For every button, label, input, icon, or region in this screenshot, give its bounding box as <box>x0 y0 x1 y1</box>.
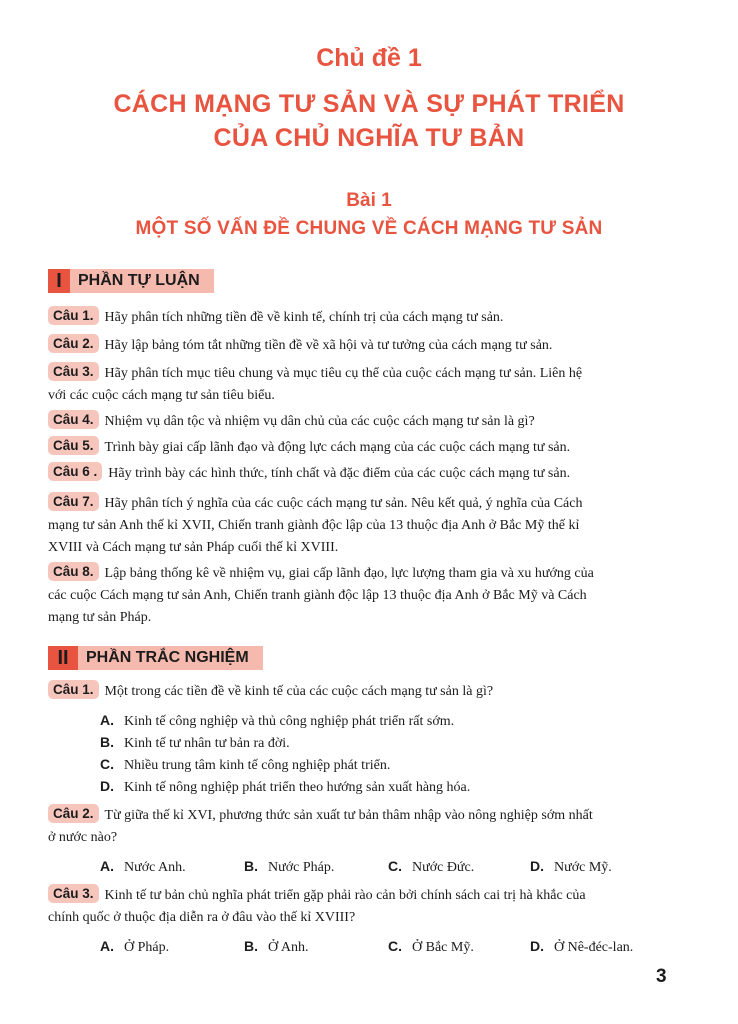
option-text: Nước Mỹ. <box>554 860 612 875</box>
essay-question-1 <box>48 306 676 329</box>
section-essay-header <box>48 269 214 293</box>
option-letter: D. <box>530 938 544 954</box>
mc-question-1 <box>48 680 676 703</box>
mc3-option-a[interactable] <box>100 936 169 958</box>
mc-question-2 <box>48 804 676 849</box>
essay-question-8 <box>48 562 676 629</box>
section-title: PHẦN TỰ LUẬN <box>70 269 214 293</box>
option-text: Ở Pháp. <box>124 940 170 955</box>
mc3-option-d[interactable] <box>530 936 633 958</box>
option-letter: A. <box>100 938 114 954</box>
question-text: Hãy lập bảng tóm tắt những tiền đề về xã hội và tư tưởng của cách mạng tư sản. <box>104 338 553 353</box>
mc1-option-a[interactable] <box>100 710 454 732</box>
option-text: Nước Anh. <box>124 860 186 875</box>
question-text: Từ giữa thế kỉ XVI, phương thức sản xuất tư bản thâm nhập vào nông nghiệp sớm nhất <box>104 808 593 823</box>
essay-question-2 <box>48 334 676 357</box>
question-label: Câu 7. <box>48 492 99 511</box>
section-number: I <box>48 269 70 293</box>
option-text: Ở Bắc Mỹ. <box>412 940 474 955</box>
question-label: Câu 4. <box>48 410 99 429</box>
option-text: Ở Anh. <box>268 940 309 955</box>
mc3-option-b[interactable] <box>244 936 308 958</box>
mc1-option-c[interactable] <box>100 754 390 776</box>
question-text: Hãy phân tích những tiền đề về kinh tế, chính trị của cách mạng tư sản. <box>104 310 504 325</box>
question-label: Câu 1. <box>48 680 99 699</box>
question-text: Lập bảng thống kê về nhiệm vụ, giai cấp lãnh đạo, lực lượng tham gia và xu hướng của <box>104 566 594 581</box>
question-label: Câu 3. <box>48 362 99 381</box>
option-letter: A. <box>100 712 114 728</box>
option-letter: D. <box>100 778 114 794</box>
question-label: Câu 3. <box>48 884 99 903</box>
essay-question-6 <box>48 462 676 485</box>
option-letter: B. <box>244 938 258 954</box>
mc2-option-a[interactable] <box>100 856 186 878</box>
question-text: mạng tư sản Pháp. <box>48 610 152 625</box>
page-number: 3 <box>656 966 667 987</box>
question-text: với các cuộc cách mạng tư sản tiêu biểu. <box>48 388 275 403</box>
main-title-line2: CỦA CHỦ NGHĨA TƯ BẢN <box>213 124 525 152</box>
main-title-line1: CÁCH MẠNG TƯ SẢN VÀ SỰ PHÁT TRIỂN <box>113 90 625 118</box>
essay-question-3 <box>48 362 676 407</box>
option-letter: C. <box>100 756 114 772</box>
question-text: các cuộc Cách mạng tư sản Anh, Chiến tranh giành độc lập 13 thuộc địa Anh ở Bắc Mỹ và Cách <box>48 588 587 603</box>
question-text: Một trong các tiền đề về kinh tế của các cuộc cách mạng tư sản là gì? <box>104 684 494 699</box>
option-letter: C. <box>388 938 402 954</box>
question-label: Câu 1. <box>48 306 99 325</box>
option-letter: C. <box>388 858 402 874</box>
option-text: Kinh tế nông nghiệp phát triển theo hướng sản xuất hàng hóa. <box>124 780 471 795</box>
option-text: Ở Nê-đéc-lan. <box>554 940 634 955</box>
question-text: Kinh tế tư bản chủ nghĩa phát triển gặp phải rào cản bởi chính sách cai trị hà khắc của <box>104 888 586 903</box>
mc3-option-c[interactable] <box>388 936 474 958</box>
question-label: Câu 6 . <box>48 462 102 481</box>
option-text: Kinh tế tư nhân tư bản ra đời. <box>124 736 290 751</box>
section-multiple-choice-header <box>48 646 263 670</box>
question-label: Câu 8. <box>48 562 99 581</box>
question-text: mạng tư sản Anh thế kỉ XVII, Chiến tranh giành độc lập của 13 thuộc địa Anh ở Bắc Mỹ thế kỉ <box>48 518 580 533</box>
mc2-option-b[interactable] <box>244 856 334 878</box>
essay-question-4 <box>48 410 676 433</box>
mc2-option-d[interactable] <box>530 856 612 878</box>
lesson-number: Bài 1 <box>346 190 392 211</box>
option-letter: B. <box>244 858 258 874</box>
essay-question-7 <box>48 492 676 559</box>
question-text: chính quốc ở thuộc địa diễn ra ở đâu vào thế kỉ XVIII? <box>48 910 356 925</box>
option-text: Nước Pháp. <box>268 860 335 875</box>
question-label: Câu 2. <box>48 334 99 353</box>
mc-question-3 <box>48 884 676 929</box>
mc1-option-b[interactable] <box>100 732 290 754</box>
question-text: Hãy trình bày các hình thức, tính chất và đặc điểm của các cuộc cách mạng tư sản. <box>108 466 571 481</box>
question-text: ở nước nào? <box>48 830 118 845</box>
option-letter: A. <box>100 858 114 874</box>
option-letter: D. <box>530 858 544 874</box>
question-text: Nhiệm vụ dân tộc và nhiệm vụ dân chủ của các cuộc cách mạng tư sản là gì? <box>104 414 535 429</box>
option-text: Nước Đức. <box>412 860 475 875</box>
section-title: PHẦN TRẮC NGHIỆM <box>78 646 263 670</box>
question-label: Câu 5. <box>48 436 99 455</box>
option-text: Nhiều trung tâm kinh tế công nghiệp phát triển. <box>124 758 391 773</box>
question-text: Trình bày giai cấp lãnh đạo và động lực cách mạng của các cuộc cách mạng tư sản. <box>104 440 571 455</box>
section-number: II <box>48 646 78 670</box>
mc1-option-d[interactable] <box>100 776 470 798</box>
essay-question-5 <box>48 436 676 459</box>
question-text: XVIII và Cách mạng tư sản Pháp cuối thế kỉ XVIII. <box>48 540 339 555</box>
option-letter: B. <box>100 734 114 750</box>
option-text: Kinh tế công nghiệp và thủ công nghiệp phát triển rất sớm. <box>124 714 455 729</box>
question-label: Câu 2. <box>48 804 99 823</box>
question-text: Hãy phân tích mục tiêu chung và mục tiêu cụ thể của cuộc cách mạng tư sản. Liên hệ <box>104 366 583 381</box>
topic-title: Chủ đề 1 <box>316 44 422 72</box>
mc2-option-c[interactable] <box>388 856 474 878</box>
question-text: Hãy phân tích ý nghĩa của các cuộc cách mạng tư sản. Nêu kết quả, ý nghĩa của Cách <box>104 496 583 511</box>
lesson-title: MỘT SỐ VẤN ĐỀ CHUNG VỀ CÁCH MẠNG TƯ SẢN <box>135 218 603 239</box>
